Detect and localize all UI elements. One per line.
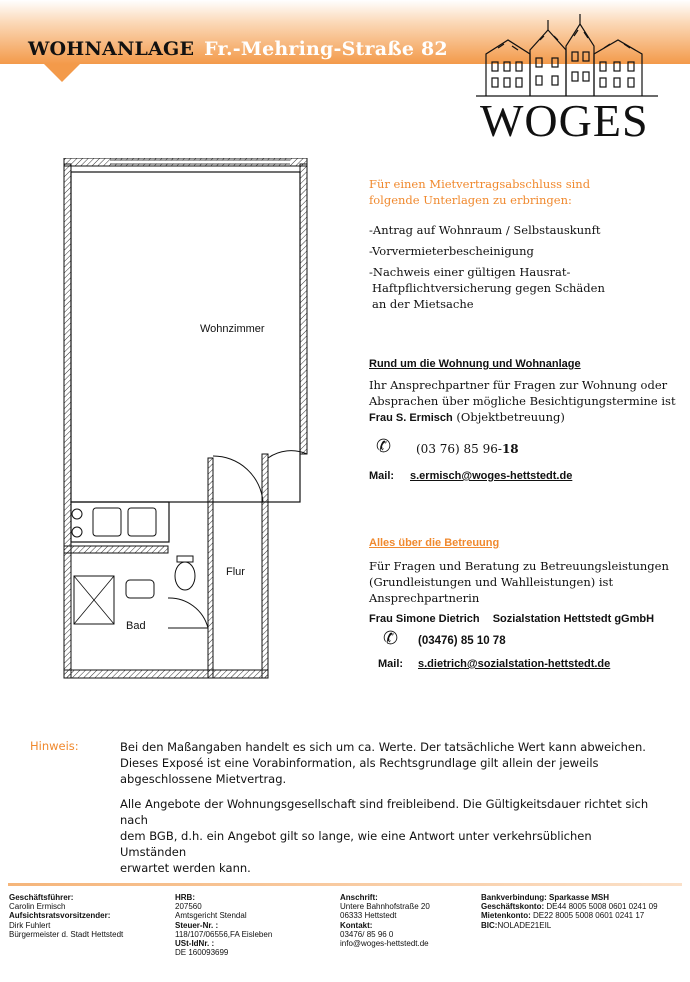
- housing-contact-person: Frau S. Ermisch: [369, 412, 453, 424]
- care-contact-heading: Alles über die Betreuung: [369, 537, 500, 549]
- footer-address: Anschrift: Untere Bahnhofstraße 20 06333 Hettstedt Kontakt: 03476/ 85 96 0 info@woges-hettstedt.de: [340, 893, 430, 949]
- notice-paragraph-2: Alle Angebote der Wohnungsgesellschaft sind freibleibend. Die Gültigkeitsdauer richtet sich nach dem BGB, d.h. ein Angebot gilt so lange, wie eine Antwort unter verkehrsüblichen Umständen erwartet werden kann.: [120, 797, 649, 875]
- housing-mail-link[interactable]: s.ermisch@woges-hettstedt.de: [410, 470, 573, 482]
- footer-registry: HRB: 207560 Amtsgericht Stendal Steuer-Nr. : 118/107/06556,FA Eisleben USt-IdNr. : DE 160093699: [175, 893, 273, 958]
- housing-contact-role: (Objektbetreuung): [456, 410, 565, 424]
- phone-icon: ✆: [383, 628, 399, 649]
- footer-management: Geschäftsführer: Carolin Ermisch Aufsichtsratsvorsitzender: Dirk Fuhlert Bürgermeister d. Stadt Hettstedt: [9, 893, 124, 939]
- footer-email-link[interactable]: info@woges-hettstedt.de: [340, 939, 429, 949]
- notice-paragraph-1: Bei den Maßangaben handelt es sich um ca. Werte. Der tatsächliche Wert kann abweichen. Dieses Exposé ist eine Vorabinformation, als Rechtsgrundlage gilt allein der jeweils abgeschlossene Mietvertrag.: [120, 740, 646, 786]
- title-wohnanlage: WOHNANLAGE: [28, 38, 195, 60]
- requirements-heading: Für einen Mietvertragsabschluss sind folgende Unterlagen zu erbringen:: [369, 177, 591, 207]
- requirements-item-2: -Vorvermieterbescheinigung: [369, 244, 534, 258]
- page-title: [28, 38, 448, 60]
- housing-phone[interactable]: (03 76) 85 96-18: [416, 442, 519, 456]
- housing-contact-heading: Rund um die Wohnung und Wohnanlage: [369, 358, 581, 370]
- footer-bank: Bankverbindung: Sparkasse MSH Geschäftskonto: DE44 8005 5008 0601 0241 09 Mietenkonto: DE22 8005 5008 0601 0241 17 BIC:NOLADE21EIL: [481, 893, 658, 930]
- requirements-item-3: -Nachweis einer gültigen Hausrat- Haftpflichtversicherung gegen Schäden an der Mietsache: [369, 265, 605, 311]
- title-address: Fr.-Mehring-Straße 82: [204, 38, 448, 60]
- phone-icon: ✆: [376, 436, 392, 457]
- header-notch: [44, 64, 80, 82]
- logo-text: WOGES: [480, 95, 649, 146]
- floor-plan: [60, 158, 325, 680]
- footer-divider: [8, 883, 682, 886]
- care-contact-person-row: [369, 611, 654, 627]
- care-phone[interactable]: (03476) 85 10 78: [418, 635, 506, 647]
- floor-plan-drawing: [60, 158, 325, 680]
- label-wohnzimmer: Wohnzimmer: [200, 323, 265, 335]
- notice-label: Hinweis:: [30, 739, 79, 753]
- woges-logo: [468, 10, 673, 146]
- care-mail-link[interactable]: s.dietrich@sozialstation-hettstedt.de: [418, 658, 611, 670]
- label-flur: Flur: [226, 566, 245, 578]
- care-mail-label: Mail:: [378, 658, 404, 670]
- housing-contact-text: Ihr Ansprechpartner für Fragen zur Wohnung oder Absprachen über mögliche Besichtigungstermine ist Frau S. Ermisch (Objektbetreuung): [369, 378, 676, 424]
- label-bad: Bad: [126, 620, 146, 632]
- housing-mail-label: Mail:: [369, 470, 395, 482]
- care-contact-person: Frau Simone Dietrich: [369, 613, 480, 625]
- care-contact-org: Sozialstation Hettstedt gGmbH: [492, 613, 655, 625]
- care-contact-text: Für Fragen und Beratung zu Betreuungsleistungen (Grundleistungen und Wahlleistungen) ist Ansprechpartnerin: [369, 559, 669, 605]
- requirements-item-1: -Antrag auf Wohnraum / Selbstauskunft: [369, 223, 601, 237]
